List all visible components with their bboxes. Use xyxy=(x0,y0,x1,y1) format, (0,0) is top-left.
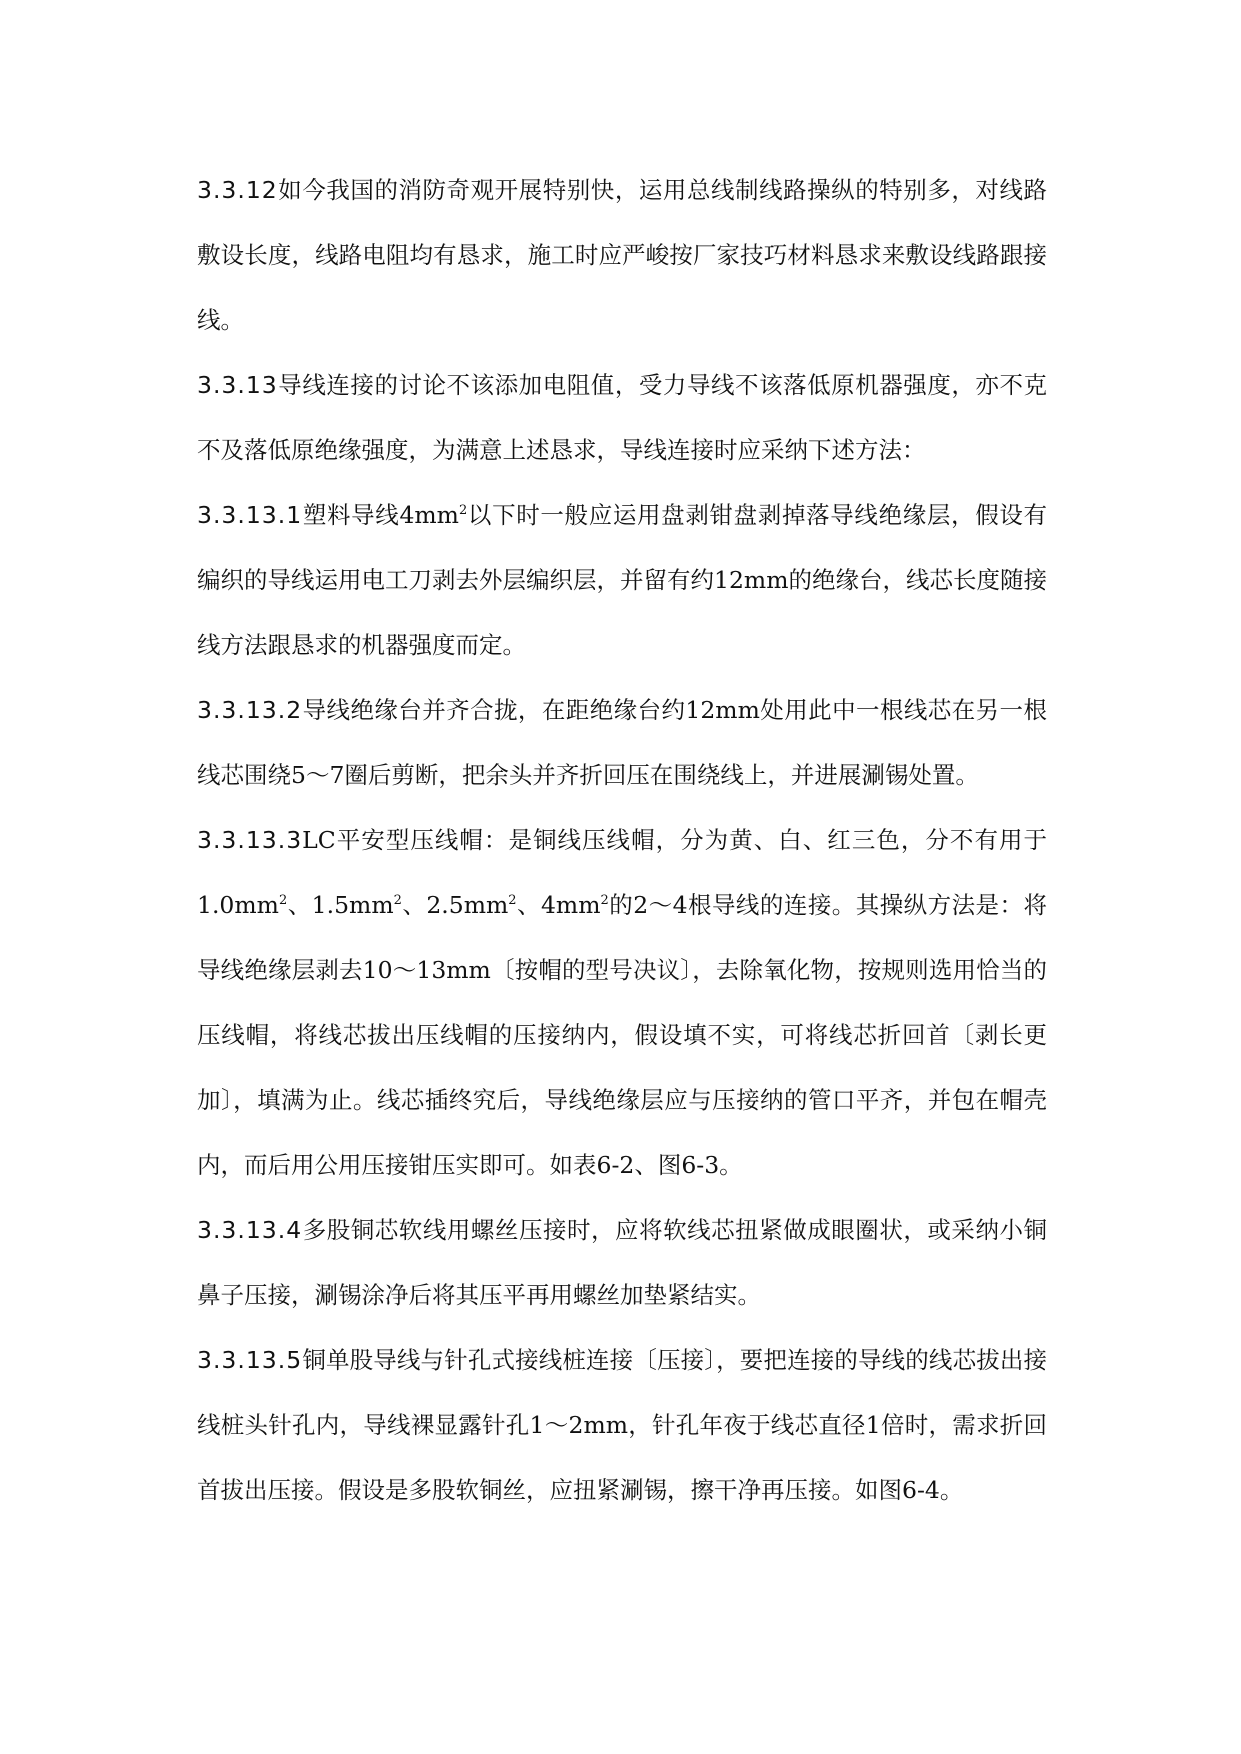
document-body xyxy=(197,158,1047,1523)
paragraph-text: 以下时一般应运用盘剥钳盘剥掉落导线绝缘层，假设有编织的导线运用电工刀剥去外层编织层，并留有约12mm的绝缘台，线芯长度随接线方法跟恳求的机器强度而定。 xyxy=(197,501,1048,659)
paragraph-text: 多股铜芯软线用螺丝压接时，应将软线芯扭紧做成眼圈状，或采纳小铜鼻子压接，涮锡涂净后将其压平再用螺丝加垫紧结实。 xyxy=(197,1216,1047,1309)
superscript: 2 xyxy=(600,893,609,908)
superscript: 2 xyxy=(278,893,288,908)
paragraph-text: 、1.5mm xyxy=(287,891,394,919)
section-number: 3.3.13.2 xyxy=(197,696,303,724)
superscript: 2 xyxy=(458,503,468,518)
paragraph-text: 、4mm xyxy=(516,891,601,919)
paragraph-text: LC平安型压线帽：是铜线压线帽，分为黄、白、红三色，分不有用于1.0mm xyxy=(197,826,1047,919)
section-number: 3.3.13.4 xyxy=(197,1216,303,1244)
paragraph-3-3-13-2 xyxy=(197,678,1047,808)
section-number: 3.3.13.3 xyxy=(197,826,303,854)
section-number: 3.3.12 xyxy=(197,176,278,204)
paragraph-text: 的2～4根导线的连接。其操纵方法是：将导线绝缘层剥去10～13mm〔按帽的型号决议〕，去除氧化物，按规则选用恰当的压线帽，将线芯拔出压线帽的压接纳内，假设填不实，可将线芯折回首〔剥长更加〕，填满为止。线芯插终究后，导线绝缘层应与压接纳的管口平齐，并包在帽壳内，而后用公用压接钳压实即可。如表6-2、图6-3。 xyxy=(197,891,1047,1179)
paragraph-text: 如今我国的消防奇观开展特别快，运用总线制线路操纵的特别多，对线路敷设长度，线路电阻均有恳求，施工时应严峻按厂家技巧材料恳求来敷设线路跟接线。 xyxy=(197,176,1047,334)
paragraph-3-3-13 xyxy=(197,353,1047,483)
section-number: 3.3.13.5 xyxy=(197,1346,303,1374)
paragraph-text: 导线连接的讨论不该添加电阻值，受力导线不该落低原机器强度，亦不克不及落低原绝缘强度，为满意上述恳求，导线连接时应采纳下述方法： xyxy=(197,371,1047,464)
paragraph-3-3-13-5 xyxy=(197,1328,1047,1523)
paragraph-text: 塑料导线4mm xyxy=(302,501,459,529)
superscript: 2 xyxy=(508,893,517,908)
paragraph-text: 铜单股导线与针孔式接线桩连接〔压接〕，要把连接的导线的线芯拔出接线桩头针孔内，导线裸显露针孔1～2mm，针孔年夜于线芯直径1倍时，需求折回首拔出压接。假设是多股软铜丝，应扭紧涮锡，擦干净再压接。如图6-4。 xyxy=(197,1346,1047,1504)
paragraph-3-3-13-3 xyxy=(197,808,1047,1198)
superscript: 2 xyxy=(393,893,402,908)
paragraph-text: 导线绝缘台并齐合拢，在距绝缘台约12mm处用此中一根线芯在另一根线芯围绕5～7圈后剪断，把余头并齐折回压在围绕线上，并进展涮锡处置。 xyxy=(197,696,1047,789)
section-number: 3.3.13 xyxy=(197,371,278,399)
section-number: 3.3.13.1 xyxy=(197,501,303,529)
paragraph-3-3-13-4 xyxy=(197,1198,1047,1328)
paragraph-3-3-13-1 xyxy=(197,483,1047,678)
paragraph-3-3-12 xyxy=(197,158,1047,353)
paragraph-text: 、2.5mm xyxy=(401,891,509,919)
